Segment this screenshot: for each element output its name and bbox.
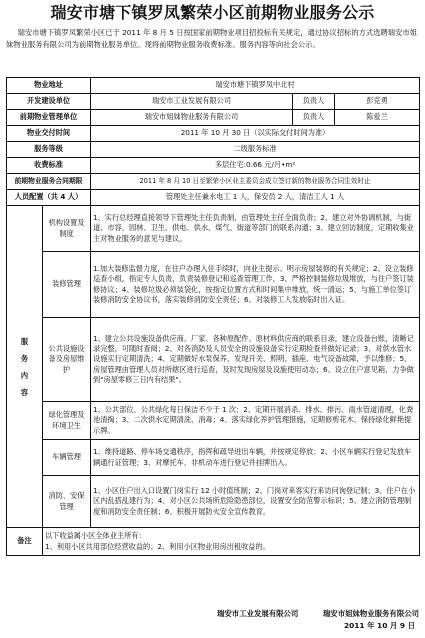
service-row-greening	[7, 402, 420, 440]
row-manager	[7, 110, 420, 126]
service-row-vehicles	[7, 440, 420, 476]
service-item-text: 1、实行总经理直接领导下管理处主任负责制，由管理处主任全面负责；2、建立对外协调机制，与街道、市容、园林、卫生、供电、供水、煤气、街道等部门的联系沟通；3、建立回访制度，定期收集业主对物业服务的意见与建议。	[91, 206, 420, 252]
remarks-label: 备注	[7, 528, 43, 556]
signature-orgs	[0, 608, 419, 620]
service-row-security	[7, 476, 420, 528]
contract-value: 2011 年 8 月 10 日至繁荣小区业主委员会成立签订新的物业服务合同生效时止	[91, 174, 420, 190]
developer-person-label: 负责人	[293, 94, 335, 110]
developer-label: 开发建设单位	[7, 94, 91, 110]
level-value: 二级服务标准	[91, 142, 420, 158]
service-row-renovation	[7, 252, 420, 318]
service-group-label	[7, 206, 43, 528]
address-value: 瑞安市塘下镇罗凤中北村	[91, 78, 420, 94]
staff-label: 人员配置（共 4 人）	[7, 190, 91, 206]
address-label: 物业地址	[7, 78, 91, 94]
row-fee	[7, 158, 420, 174]
service-item-text: 1.加大装修监督力度，在住户办理入住手续时，向业主提示、明示房屋装修的有关规定；2、设立装修巡查小组，指定专人负责，负责装修登记和巡查管理工作，3、严格控制装修垃圾堆放，与住户签订装修协议；4、装修垃圾必须装袋化，按指定位置方式和时间集中堆放，统一清运；5、与施工单位签订装修消防安全协议书，落实装修消防安全责任；6、对装修工人发放临时出入证。	[91, 252, 420, 318]
row-address	[7, 78, 420, 94]
remarks-line: 以下收益属小区全体业主所有：	[45, 531, 146, 541]
row-staff	[7, 190, 420, 206]
service-group-text: 服务内容	[20, 336, 29, 397]
service-row-organization	[7, 206, 420, 252]
signature-org-manager: 瑞安市姐妹物业服务有限公司	[322, 609, 419, 618]
row-contract	[7, 174, 420, 190]
row-delivery	[7, 126, 420, 142]
service-item-label: 机构设置及制度	[43, 206, 91, 252]
fee-value: 多层住宅:0.66 元/月•m²	[91, 158, 420, 174]
service-item-text: 1、建立公共设施设备供应商、厂家、各种原配件、原材料供应商的联系目录，建立设备台账，清晰记录完整，可随时查阅；2、对各消防及人员安全的设施设备实行定期检查并做好记录；3、对供水管水设施实行定期清洗；4、定期做好水泵保养，发现开关、照明、插座、电气设备故障，予以维修；5、房屋管理由管理人员对所辖区进行巡查，及时发现房屋及设施使用动态；6、设立住户意见箱，力争做到"房屋零修三日内有结果"。	[91, 318, 420, 402]
service-item-label: 车辆管理	[43, 440, 91, 476]
remarks-line: 1、利用小区共用部位经营收益的；2、利用小区物业用房出租收益的。	[45, 541, 270, 551]
service-item-text: 1、公共部位、公共绿化每日保洁不少于 1 次；2、定期开展消杀、排水、排污、雨水管道清理，化粪池清掏；3、二次供水定期清洗、消毒；4、落实绿化养护管理措施，定期修剪花木、保持绿化鲜艳提示牌。	[91, 402, 420, 440]
signature-date: 2011 年 10 月 9 日	[343, 621, 415, 630]
intro-paragraph: 瑞安市塘下镇罗凤繁荣小区已于 2011 年 8 月 5 日按国家前期物业项目招投标有关规定，通过协议招标的方式选聘瑞安市姐妹物业服务有限公司为前期物业服务单位。现将前期物业服务收费标准、服务内容等向社会公示。	[6, 28, 417, 49]
developer-person: 彭克勇	[335, 94, 420, 110]
service-item-text: 1、维持道路、停车场交通秩序，指挥和疏导进出车辆，并按规定停放；2、小区车辆实行登记发放车辆通行证管理；3、对摩托车、非机动车进行登记并挂牌出入。	[91, 440, 420, 476]
info-table	[6, 77, 420, 556]
service-item-label: 公共设施设备及房屋维护	[43, 318, 91, 402]
row-remarks	[7, 528, 420, 556]
signature-block	[0, 608, 419, 632]
contract-label: 前期物业服务合同期限	[7, 174, 91, 190]
service-row-facilities	[7, 318, 420, 402]
service-item-label: 消防、安保管理	[43, 476, 91, 528]
service-item-label: 装修管理	[43, 252, 91, 318]
service-item-text: 1、小区住户出入口设置门岗实行 12 小时值班制；2、门岗对来客实行来访问询登记制；3、住户在小区内乱搭乱建行为；4、对小区公共场所危险隐患部位，设置安全防范警示标识；5、建立消防管理制度和消防安全责任制；6、积极开展防火安全宣传教育。	[91, 476, 420, 528]
row-level	[7, 142, 420, 158]
signature-org-developer: 瑞安市工业发展有限公司	[217, 609, 299, 618]
level-label: 服务等级	[7, 142, 91, 158]
fee-label: 收费标准	[7, 158, 91, 174]
manager-value: 瑞安市姐妹物业服务有限公司	[91, 110, 293, 126]
developer-value: 瑞安市工业发展有限公司	[91, 94, 293, 110]
delivery-value: 2011 年 10 月 30 日（以实际交付时间为准）	[91, 126, 420, 142]
staff-value: 管理处主任兼水电工 1 人，保安员 2 人，清洁工人 1 人	[91, 190, 420, 206]
manager-label: 前期物业管理单位	[7, 110, 91, 126]
row-developer	[7, 94, 420, 110]
page-title: 瑞安市塘下镇罗凤繁荣小区前期物业服务公示	[50, 3, 375, 22]
service-item-label: 绿化管理及环境卫生	[43, 402, 91, 440]
remarks-content	[43, 528, 420, 556]
delivery-label: 物业交付时间	[7, 126, 91, 142]
manager-person-label: 负责人	[293, 110, 335, 126]
manager-person: 陈爱兰	[335, 110, 420, 126]
